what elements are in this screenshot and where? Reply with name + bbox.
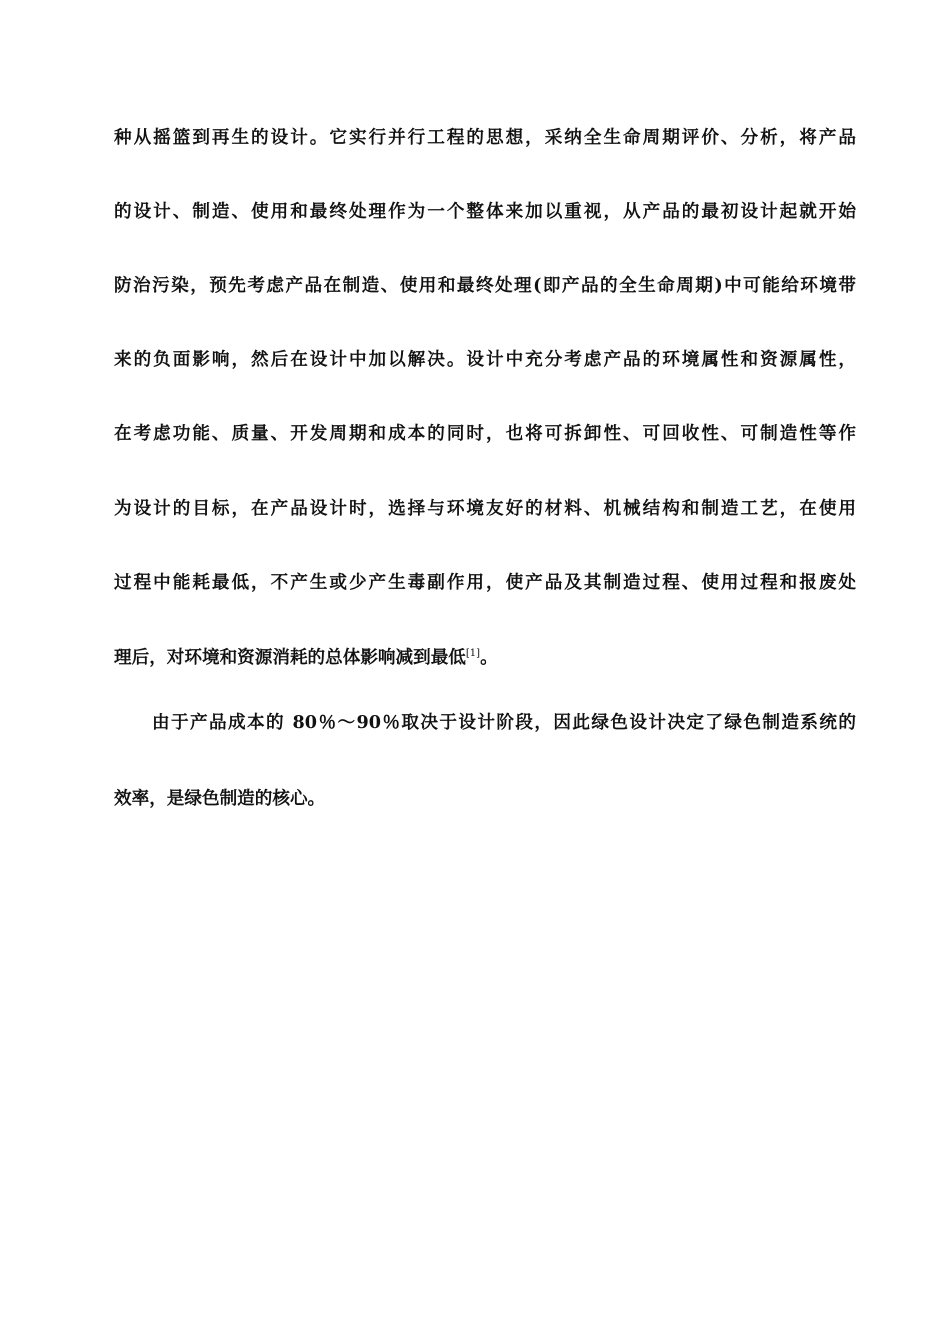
text-line-last: [114, 643, 856, 673]
text-line: 种从摇篮到再生的设计。它实行并行工程的思想，采纳全生命周期评价、分析，将产品: [114, 127, 856, 148]
text-line-end: 。: [480, 647, 498, 668]
text-line: 的设计、制造、使用和最终处理作为一个整体来加以重视，从产品的最初设计起就开始: [114, 201, 856, 222]
text-line: 过程中能耗最低，不产生或少产生毒副作用，使产品及其制造过程、使用过程和报废处: [114, 572, 856, 593]
text-line-body: 理后，对环境和资源消耗的总体影响减到最低: [114, 647, 466, 668]
text-line: 为设计的目标，在产品设计时，选择与环境友好的材料、机械结构和制造工艺，在使用: [114, 498, 856, 519]
citation-reference: [1]: [465, 648, 481, 660]
text-line: 防治污染，预先考虑产品在制造、使用和最终处理(即产品的全生命周期)中可能给环境带: [114, 275, 856, 296]
text-line: 来的负面影响，然后在设计中加以解决。设计中充分考虑产品的环境属性和资源属性，: [114, 349, 856, 370]
text-line: 在考虑功能、质量、开发周期和成本的同时，也将可拆卸性、可回收性、可制造性等作: [114, 423, 856, 444]
text-line: 由于产品成本的 80％～90％取决于设计阶段，因此绿色设计决定了绿色制造系统的: [152, 712, 856, 733]
text-line: 效率，是绿色制造的核心。: [114, 788, 326, 809]
